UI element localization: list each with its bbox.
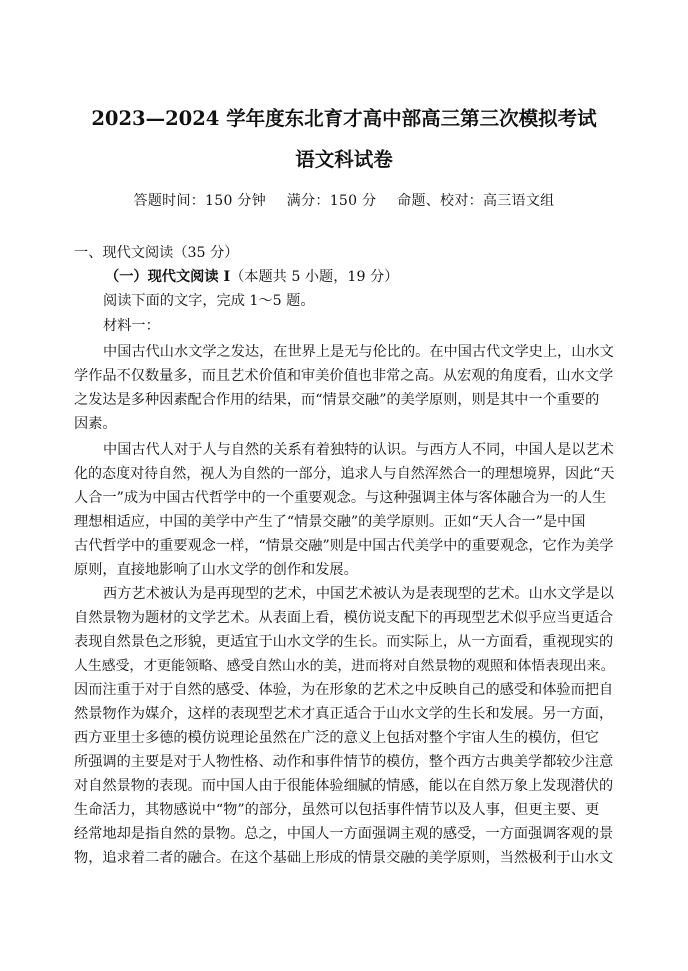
paragraph-line: 因素。 [74,416,117,432]
section-heading: 一、现代文阅读（35 分） [74,245,239,261]
paragraph-line: 西方亚里士多德的模仿说理论虽然在广泛的意义上包括对整个宇宙人生的模仿，但它 [74,730,599,746]
paragraph-line: 古代哲学中的重要观念一样，“情景交融”则是中国古代美学中的重要观念，它作为美学 [74,538,614,554]
paragraph-line: 然景物作为媒介，这样的表现型艺术才真正适合于山水文学的生长和发展。另一方面， [74,706,614,722]
paragraph-line: 学作品不仅数量多，而且艺术价值和审美价值也非常之高。从宏观的角度看，山水文学 [74,368,614,384]
sub-heading-detail: （本题共 5 小题，19 分） [230,269,399,285]
paragraph-line: 所强调的主要是对于人物性格、动作和事件情节的模仿，整个西方古典美学都较少注意 [74,754,614,770]
exam-time: 答题时间：150 分钟 [133,193,267,209]
paragraph-line: 经常地却是指自然的景物。总之，中国人一方面强调主观的感受，一方面强调客观的景 [74,826,614,842]
exam-title: 2023—2024 学年度东北育才高中部高三第三次模拟考试 [91,107,597,130]
paragraph-line: 自然景物为题材的文学艺术。从表面上看，模仿说支配下的再现型艺术似乎应当更适合 [74,610,614,626]
paragraph-line: 人生感受，才更能领略、感受自然山水的美，进而将对自然景物的观照和体悟表现出来。 [74,658,615,674]
paragraph-line: 理想相适应，中国的美学中产生了“情景交融”的美学原则。正如“天人合一”是中国 [74,514,586,530]
paragraph-line: 化的态度对待自然，视人为自然的一部分，追求人与自然浑然合一的理想境界，因此“天 [74,466,615,482]
paragraph-line: 之发达是多种因素配合作用的结果，而“情景交融”的美学原则，则是其中一个重要的 [74,392,600,408]
material-label: 材料一： [103,318,160,334]
paragraph-line: 人合一”成为中国古代哲学中的一个重要观念。与这种强调主体与客体融合为一的人生 [74,490,607,506]
sub-heading-title: （一）现代文阅读 I [105,269,231,285]
paragraph-line: 表现自然景色之形貌，更适宜于山水文学的生长。而实际上，从一方面看，重视现实的 [74,634,614,650]
paragraph-line: 中国古代人对于人与自然的关系有着独特的认识。与西方人不同，中国人是以艺术 [103,442,614,458]
paragraph-line: 西方艺术被认为是再现型的艺术，中国艺术被认为是表现型的艺术。山水文学是以 [103,586,614,602]
author-line: 命题、校对：高三语文组 [397,193,555,209]
sub-heading [105,267,398,287]
instruction: 阅读下面的文字，完成 1～5 题。 [103,293,315,309]
paragraph-line: 对自然景物的表现。而中国人由于很能体验细腻的情感，能以在自然万象上发现潜伏的 [74,778,614,794]
paragraph-line: 原则，直接地影响了山水文学的创作和发展。 [74,562,358,578]
paragraph-line: 生命活力，其物感说中“物”的部分，虽然可以包括事件情节以及人事，但更主要、更 [74,802,600,818]
exam-subtitle: 语文科试卷 [295,148,393,171]
full-score: 满分：150 分 [286,193,377,209]
paragraph-line: 因而注重于对于自然的感受、体验，为在形象的艺术之中反映自己的感受和体验而把自 [74,682,614,698]
exam-meta [0,190,688,210]
paragraph-line: 中国古代山水文学之发达，在世界上是无与伦比的。在中国古代文学史上，山水文 [103,344,614,360]
paragraph-line: 物，追求着二者的融合。在这个基础上形成的情景交融的美学原则，当然极利于山水文 [74,850,614,866]
